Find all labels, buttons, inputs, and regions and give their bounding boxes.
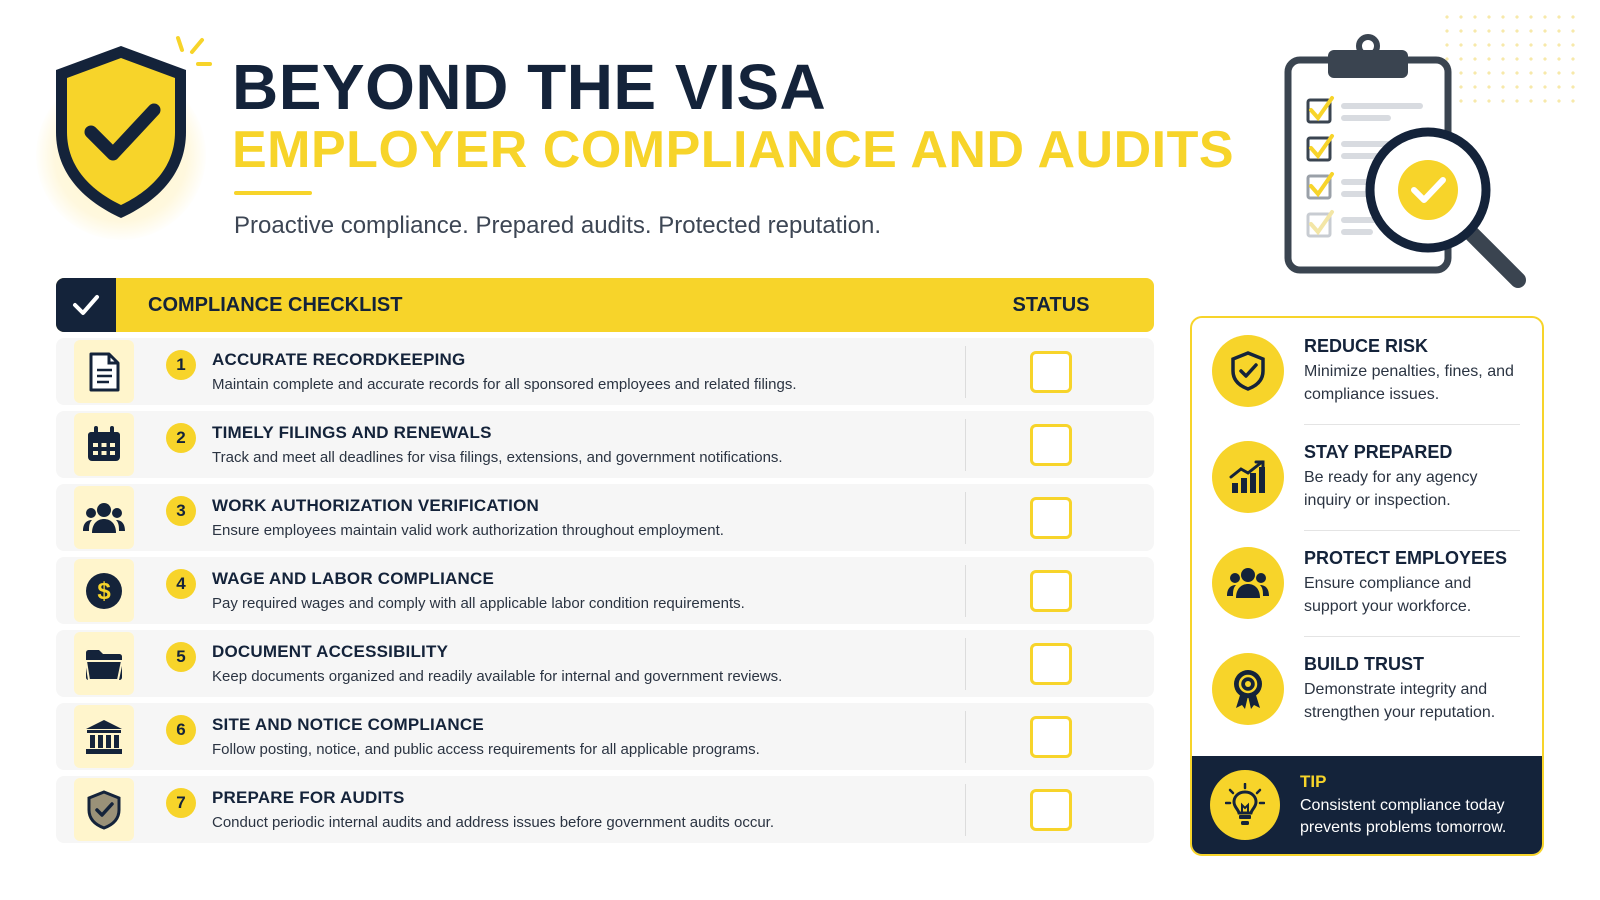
checklist-row (56, 338, 1154, 405)
item-title: DOCUMENT ACCESSIBILITY (212, 642, 449, 661)
benefit-item (1192, 318, 1542, 424)
item-description: Track and meet all deadlines for visa filings, extensions, and government notifications. (212, 449, 783, 466)
item-title: ACCURATE RECORDKEEPING (212, 350, 466, 369)
status-checkbox[interactable] (1030, 570, 1072, 612)
status-checkbox[interactable] (1030, 424, 1072, 466)
item-description: Maintain complete and accurate records for all sponsored employees and related filings. (212, 376, 797, 393)
item-title: TIMELY FILINGS AND RENEWALS (212, 423, 492, 442)
item-description: Ensure employees maintain valid work authorization throughout employment. (212, 522, 724, 539)
item-title: PREPARE FOR AUDITS (212, 788, 405, 807)
tagline: Proactive compliance. Prepared audits. Protected reputation. (234, 212, 882, 239)
benefit-item (1192, 636, 1542, 742)
checklist-row (56, 776, 1154, 843)
item-title: WAGE AND LABOR COMPLIANCE (212, 569, 495, 588)
page-subtitle-title: EMPLOYER COMPLIANCE AND AUDITS (232, 121, 1235, 179)
shield-check-icon (74, 778, 134, 841)
benefit-description: Demonstrate integrity and strengthen your reputation. (1304, 681, 1496, 721)
item-description: Pay required wages and comply with all applicable labor condition requirements. (212, 595, 745, 612)
benefit-title: REDUCE RISK (1304, 336, 1429, 357)
benefit-description: Minimize penalties, fines, and compliance issues. (1304, 363, 1514, 403)
growth-chart-icon (1212, 441, 1284, 513)
checklist-row (56, 484, 1154, 551)
checklist-row (56, 703, 1154, 770)
status-checkbox[interactable] (1030, 351, 1072, 393)
benefit-title: PROTECT EMPLOYEES (1304, 548, 1508, 569)
item-description: Keep documents organized and readily available for internal and government reviews. (212, 668, 783, 685)
checklist-row (56, 630, 1154, 697)
benefit-item (1192, 530, 1542, 636)
checklist-title: COMPLIANCE CHECKLIST (148, 293, 403, 316)
page-title: BEYOND THE VISA (232, 51, 827, 123)
item-number: 4 (166, 569, 196, 599)
checklist-header (56, 278, 1154, 332)
document-icon (74, 340, 134, 403)
status-checkbox[interactable] (1030, 716, 1072, 758)
checklist-row (56, 557, 1154, 624)
item-title: SITE AND NOTICE COMPLIANCE (212, 715, 484, 734)
item-title: WORK AUTHORIZATION VERIFICATION (212, 496, 539, 515)
item-number: 3 (166, 496, 196, 526)
benefit-description: Ensure compliance and support your workforce. (1304, 575, 1472, 615)
award-ribbon-icon (1212, 653, 1284, 725)
status-column-header: STATUS (1012, 293, 1090, 316)
item-number: 5 (166, 642, 196, 672)
item-description: Conduct periodic internal audits and address issues before government audits occur. (212, 814, 774, 831)
benefit-description: Be ready for any agency inquiry or inspection. (1304, 469, 1478, 509)
shield-check-icon (1212, 335, 1284, 407)
item-number: 1 (166, 350, 196, 380)
people-icon (1212, 547, 1284, 619)
government-building-icon (74, 705, 134, 768)
benefit-title: BUILD TRUST (1304, 654, 1424, 675)
calendar-icon (74, 413, 134, 476)
checklist-row (56, 411, 1154, 478)
lightbulb-icon (1210, 770, 1280, 840)
item-number: 7 (166, 788, 196, 818)
folder-icon (74, 632, 134, 695)
item-number: 2 (166, 423, 196, 453)
item-number: 6 (166, 715, 196, 745)
tip-banner (1192, 756, 1542, 854)
compliance-checklist (56, 278, 1154, 843)
item-description: Follow posting, notice, and public access requirements for all applicable programs. (212, 741, 760, 758)
title-underline (234, 191, 312, 195)
svg-text:$: $ (97, 577, 111, 605)
benefit-title: STAY PREPARED (1304, 442, 1453, 463)
benefits-panel (1190, 316, 1544, 856)
tip-text: Consistent compliance today prevents problems tomorrow. (1300, 796, 1507, 836)
tip-label: TIP (1300, 771, 1327, 791)
dollar-icon (74, 559, 134, 622)
benefit-item (1192, 424, 1542, 530)
status-checkbox[interactable] (1030, 643, 1072, 685)
status-checkbox[interactable] (1030, 497, 1072, 539)
people-icon (74, 486, 134, 549)
checkmark-icon (56, 278, 116, 332)
status-checkbox[interactable] (1030, 789, 1072, 831)
clipboard-magnifier-icon (1270, 32, 1550, 302)
sparkle-lines-icon (172, 34, 216, 78)
